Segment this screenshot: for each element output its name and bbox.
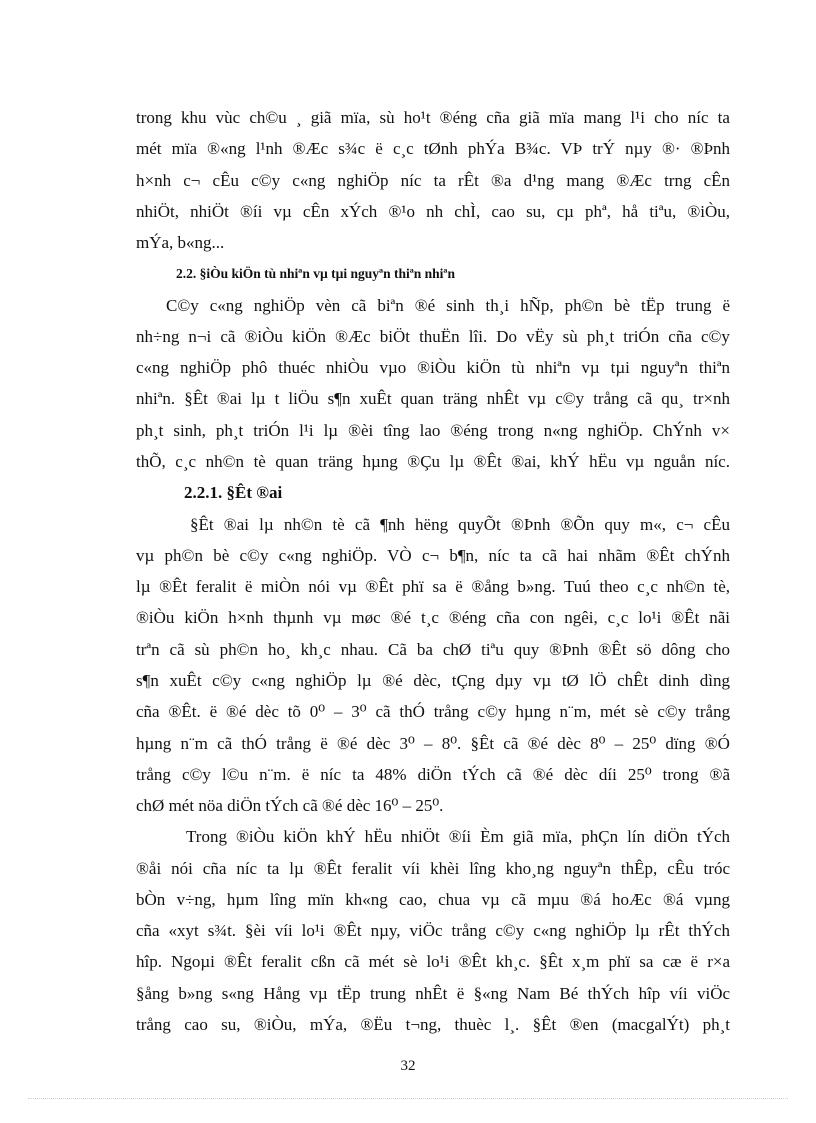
body-line: bÒn v÷ng, hµm lîng mïn kh«ng cao, chua vµ cã mµu ®á hoÆc ®á vµng [136,890,731,909]
body-line: mét mïa ®«ng l¹nh ®Æc s¾c ë c¸c tØnh phÝa B¾c. VÞ trÝ nµy ®· ®Þnh [136,139,731,158]
body-line: h×nh c¬ cÊu c©y c«ng nghiÖp níc ta rÊt ®a d¹ng mang ®Æc trng cÊn [136,171,731,190]
body-line: C©y c«ng nghiÖp vèn cã biªn ®é sinh th¸i hÑp, ph©n bè tËp trung ë [166,296,731,315]
body-line: hµng n¨m cã thÓ trång ë ®é dèc 3⁰ – 8⁰. §Êt cã ®é dèc 8⁰ – 25⁰ dïng ®Ó [136,734,730,753]
body-line: ®åi nói cña níc ta lµ ®Êt feralit víi khèi lîng kho¸ng nguyªn thÊp, cÊu tróc [136,859,730,878]
body-line: trªn cã sù ph©n ho¸ kh¸c nhau. Cã ba chØ tiªu quy ®Þnh ®Êt sö dông cho [136,640,731,659]
section-heading: 2.2. §iÒu kiÖn tù nhiªn vµ tµi nguyªn thiªn nhiªn [176,266,455,281]
body-line: trång c©y l©u n¨m. ë níc ta 48% diÖn tÝch cã ®é dèc díi 25⁰ trong ®ã [136,765,731,784]
body-line: trong khu vùc ch©u ¸ giã mïa, sù ho¹t ®éng cña giã mïa mang l¹i cho níc ta [136,108,730,127]
body-line: §ång b»ng s«ng Hång vµ tËp trung nhÊt ë §«ng Nam Bé thÝch hîp víi viÖc [136,984,731,1003]
body-line: nhiªn. §Êt ®ai lµ t liÖu s¶n xuÊt quan träng nhÊt vµ c©y trång cã qu¸ tr×nh [136,389,730,408]
body-line: Trong ®iÒu kiÖn khÝ hËu nhiÖt ®íi Èm giã mïa, phÇn lín diÖn tÝch [186,827,731,846]
body-line: cña ®Êt. ë ®é dèc tõ 0⁰ – 3⁰ cã thÓ trång c©y hµng n¨m, mét sè c©y trång [136,702,731,721]
body-line: nhiÖt, nhiÖt ®íi vµ cÊn xÝch ®¹o nh chÌ, cao su, cµ phª, hå tiªu, ®iÒu, [136,202,731,221]
subsection-heading: 2.2.1. §Êt ®ai [184,483,283,502]
body-line: ®iÒu kiÖn h×nh thµnh vµ møc ®é t¸c ®éng cña con ngêi, c¸c lo¹i ®Êt nãi [136,608,730,627]
body-line: hîp. Ngoµi ®Êt feralit cßn cã mét sè lo¹i ®Êt kh¸c. §Êt x¸m phï sa cæ ë r×a [136,952,730,971]
body-line: s¶n xuÊt c©y c«ng nghiÖp lµ ®é dèc, tÇng dµy vµ tØ lÖ chÊt dinh dìng [136,671,730,690]
body-line: nh÷ng n¬i cã ®iÒu kiÖn ®Æc biÖt thuËn lîi. Do vËy sù ph¸t triÓn cña c©y [136,327,730,346]
body-line: chØ mét nöa diÖn tÝch cã ®é dèc 16⁰ – 25⁰. [136,796,444,815]
body-line: cña «xyt s¾t. §èi víi lo¹i ®Êt nµy, viÖc trång c©y c«ng nghiÖp lµ rÊt thÝch [136,921,730,940]
body-line: mÝa, b«ng... [136,233,225,252]
body-line: ph¸t sinh, ph¸t triÓn l¹i lµ ®èi tîng lao ®éng trong n«ng nghiÖp. ChÝnh v× [136,421,730,440]
body-line: §Êt ®ai lµ nh©n tè cã ¶nh hëng quyÕt ®Þnh ®Õn quy m«, c¬ cÊu [190,515,730,534]
body-line: thÕ, c¸c nh©n tè quan träng hµng ®Çu lµ ®Êt ®ai, khÝ hËu vµ nguån níc. [136,452,730,471]
page-bottom-divider [28,1098,788,1099]
body-line: c«ng nghiÖp phô thuéc nhiÒu vµo ®iÒu kiÖn tù nhiªn vµ tµi nguyªn thiªn [136,358,731,377]
body-line: vµ ph©n bè c©y c«ng nghiÖp. VÒ c¬ b¶n, níc ta cã hai nhãm ®Êt chÝnh [136,546,730,565]
body-line: trång cao su, ®iÒu, mÝa, ®Ëu t¬ng, thuèc l¸. §Êt ®en (macgalÝt) ph¸t [136,1015,730,1034]
page-number: 32 [400,1058,416,1074]
body-line: lµ ®Êt feralit ë miÒn nói vµ ®Êt phï sa ë ®ång b»ng. Tuú theo c¸c nh©n tè, [136,577,731,596]
